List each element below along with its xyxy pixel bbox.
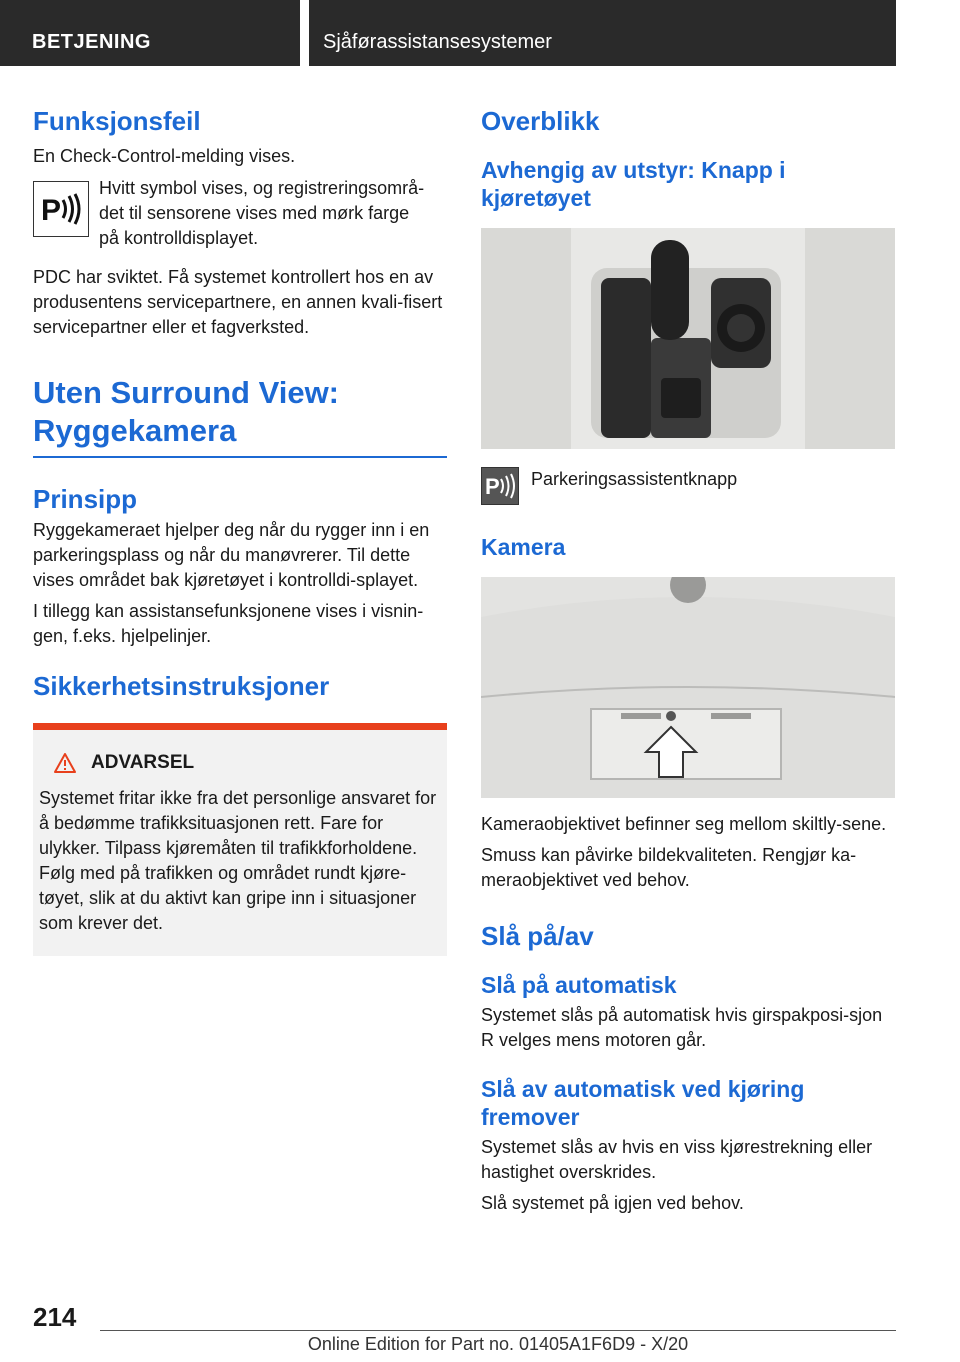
- rear-camera-heading-line2: Ryggekamera: [33, 413, 237, 448]
- svg-text:P: P: [485, 474, 500, 499]
- overview-heading: Overblikk: [481, 106, 600, 136]
- camera-heading: Kamera: [481, 534, 566, 560]
- camera-text-1: Kameraobjektivet befinner seg mellom skiltly-sene.: [481, 814, 887, 834]
- footer-edition: Online Edition for Part no. 01405A1F6D9 - X/20: [307, 1334, 689, 1354]
- malfunction-icon-text: Hvitt symbol vises, og registreringsområ- det til sensorene vises med mørk farge på kontrolldisplayet.: [99, 178, 425, 248]
- reenable-text: Slå systemet på igjen ved behov.: [481, 1193, 744, 1213]
- principle-text-2: I tillegg kan assistansefunksjonene vises i visnin-gen, f.eks. hjelpelinjer.: [33, 601, 424, 646]
- center-console-photo: [481, 228, 895, 449]
- malfunction-intro: En Check-Control-melding vises.: [33, 146, 296, 166]
- warning-title: [39, 752, 439, 774]
- warning-label: ADVARSEL: [91, 752, 195, 773]
- right-column: [481, 100, 895, 1216]
- onoff-heading: Slå på/av: [481, 921, 594, 951]
- section-tab: BETJENING: [0, 0, 300, 66]
- page-number: 214: [33, 1302, 77, 1332]
- parking-button-icon: [481, 467, 519, 505]
- button-caption: Parkeringsassistentknapp: [531, 469, 738, 489]
- pdc-icon: [33, 181, 89, 237]
- principle-heading: Prinsipp: [33, 484, 138, 514]
- camera-text-2: Smuss kan påvirke bildekvaliteten. Rengjør ka-meraobjektivet ved behov.: [481, 845, 857, 890]
- button-caption-row: [481, 467, 895, 505]
- page-header: [0, 0, 960, 66]
- malfunction-icon-row: [33, 178, 447, 251]
- left-column: [33, 100, 447, 956]
- heading-rule: [33, 456, 447, 458]
- malfunction-heading: Funksjonsfeil: [33, 106, 201, 136]
- footer-rule: [100, 1330, 896, 1331]
- auto-off-heading: Slå av automatisk ved kjøring fremover: [481, 1076, 805, 1130]
- malfunction-body: PDC har sviktet. Få systemet kontrollert hos en av produsentens servicepartnere, en annen kvali-fisert servicepartner eller et fagverksted.: [33, 267, 443, 337]
- auto-on-text: Systemet slås på automatisk hvis girspakposi-sjon R velges mens motoren går.: [481, 1005, 883, 1050]
- auto-off-text: Systemet slås av hvis en viss kjørestrekning eller hastighet overskrides.: [481, 1137, 873, 1182]
- principle-text-1: Ryggekameraet hjelper deg når du rygger inn i en parkeringsplass og når du manøvrerer. Til dette vises området bak kjøretøyet i kontrolldi-splayet.: [33, 520, 430, 590]
- safety-heading: Sikkerhetsinstruksjoner: [33, 671, 330, 701]
- warning-box: [33, 723, 447, 956]
- auto-on-heading: Slå på automatisk: [481, 972, 677, 998]
- rear-camera-heading-line1: Uten Surround View:: [33, 375, 340, 410]
- button-heading: Avhengig av utstyr: Knapp i kjøretøyet: [481, 157, 786, 211]
- warning-triangle-icon: [53, 752, 77, 774]
- warning-text: Systemet fritar ikke fra det personlige ansvaret for å bedømme trafikksituasjonen rett. Fare for ulykker. Tilpass kjøremåten til trafikkforholdene. Følg med på trafikken og området rundt kjøre-tøyet, slik at du aktivt kan gripe inn i situasjoner som krever det.: [39, 788, 437, 933]
- svg-text:P: P: [41, 194, 62, 227]
- chapter-tab: Sjåførassistansesystemer: [309, 0, 896, 66]
- camera-photo: [481, 577, 895, 798]
